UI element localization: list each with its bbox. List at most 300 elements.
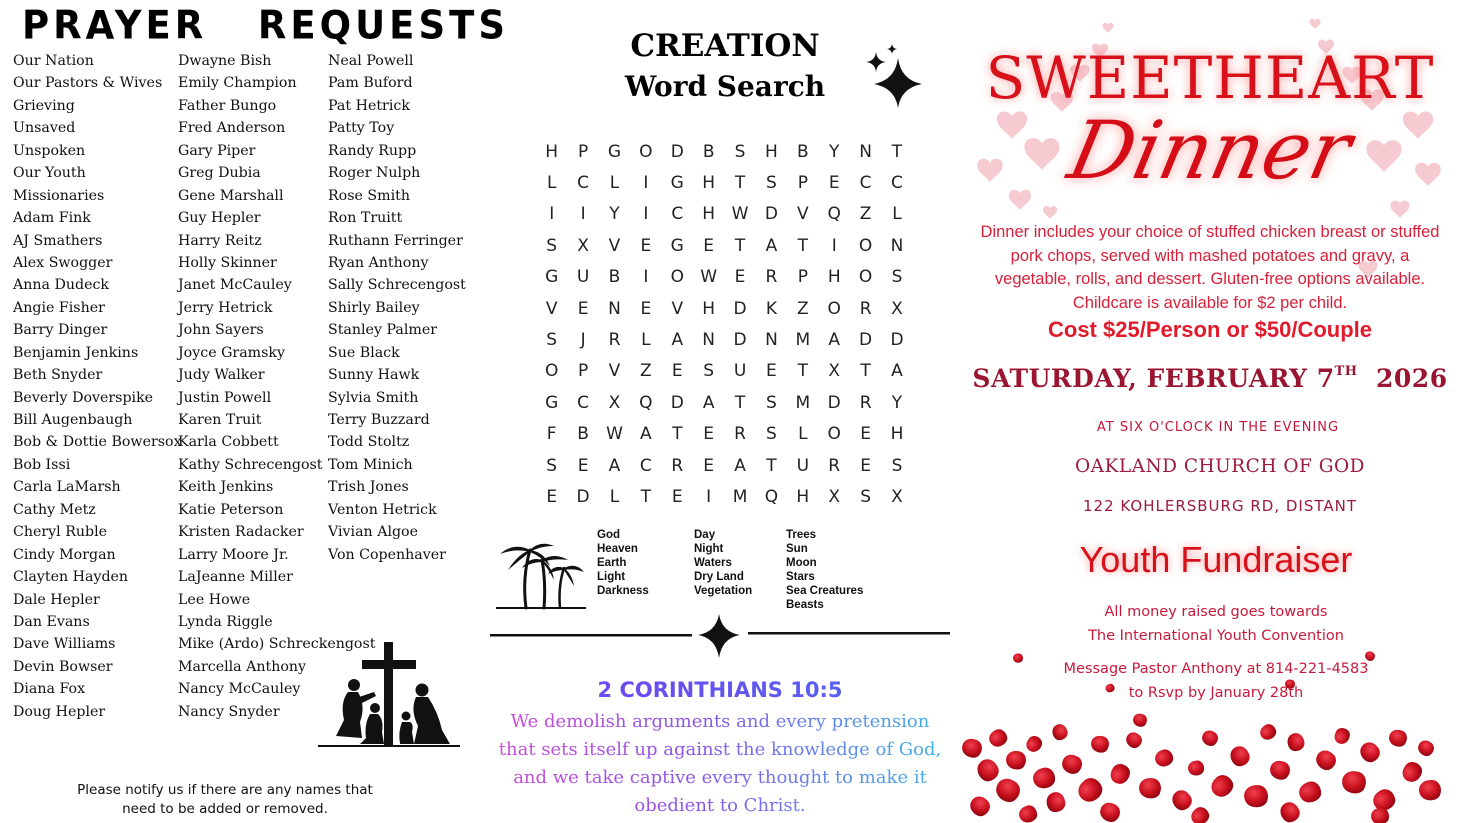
prayer-name: Greg Dubia <box>178 165 261 182</box>
prayer-name: Ryan Anthony <box>328 254 429 271</box>
event-date <box>960 364 1460 393</box>
word-list-item: Darkness <box>597 585 649 597</box>
rose-petal <box>1059 752 1085 777</box>
rose-petal <box>1023 733 1045 755</box>
prayer-name: Gary Piper <box>178 142 256 159</box>
prayer-name: Adam Fink <box>13 210 91 227</box>
grid-row <box>536 167 913 198</box>
grid-letter: H <box>827 267 841 288</box>
grid-letter: J <box>580 330 586 351</box>
word-search-grid <box>536 136 913 513</box>
grid-letter: S <box>891 267 903 288</box>
grid-letter: X <box>891 486 903 507</box>
grid-letter: V <box>608 235 621 256</box>
grid-row <box>536 293 913 324</box>
grid-letter: T <box>734 173 746 194</box>
prayer-name: Neal Powell <box>328 53 414 69</box>
grid-letter: L <box>609 486 620 507</box>
word-list-item: Day <box>694 529 716 541</box>
grid-letter: B <box>796 141 809 162</box>
grid-letter: I <box>643 204 649 225</box>
prayer-name: Our Youth <box>13 165 86 182</box>
prayer-notice <box>40 781 410 819</box>
rsvp-line-1: Message Pastor Anthony at 814-221-4583 <box>1063 661 1369 677</box>
grid-letter: T <box>797 361 809 382</box>
fundraiser-purpose-line-1: All money raised goes towards <box>1104 604 1328 620</box>
grid-letter: V <box>671 298 684 319</box>
grid-letter: G <box>670 235 684 256</box>
grid-row <box>536 136 913 167</box>
grid-letter: C <box>639 455 652 476</box>
dinner-cost: Cost $25/Person or $50/Couple <box>1048 317 1372 342</box>
grid-letter: O <box>639 141 653 162</box>
prayer-name: Joyce Gramsky <box>178 344 286 361</box>
grid-letter: P <box>797 267 808 288</box>
prayer-requests-panel <box>0 0 509 823</box>
prayer-name: Beth Snyder <box>13 367 103 384</box>
rose-petal <box>1152 747 1175 770</box>
prayer-name: Sue Black <box>328 344 400 361</box>
prayer-name: Fred Anderson <box>178 120 286 137</box>
grid-letter: H <box>545 141 559 162</box>
grid-letter: Z <box>640 361 652 382</box>
grid-letter: Q <box>764 486 779 507</box>
grid-letter: W <box>606 424 623 445</box>
event-date-ordinal: TH <box>1334 364 1358 379</box>
grid-letter: L <box>798 424 808 445</box>
word-list-item: Sea Creatures <box>786 585 864 597</box>
word-list-item: Heaven <box>597 543 638 555</box>
prayer-name: Nancy Snyder <box>178 703 280 720</box>
prayer-name: Sunny Hawk <box>328 367 420 384</box>
prayer-name: Barry Dinger <box>13 322 108 339</box>
grid-letter: E <box>671 361 683 382</box>
rose-petal <box>1286 731 1307 753</box>
prayer-name: Devin Bowser <box>13 658 113 675</box>
prayer-name: Janet McCauley <box>178 277 292 294</box>
prayer-name: Father Bungo <box>178 97 277 114</box>
prayer-name: Stanley Palmer <box>328 322 438 339</box>
grid-letter: L <box>609 173 620 194</box>
grid-letter: M <box>795 392 811 413</box>
church-address: 122 KOHLERSBURG RD, DISTANT <box>1082 497 1357 515</box>
grid-letter: N <box>890 235 904 256</box>
grid-letter: R <box>859 298 872 319</box>
grid-letter: D <box>890 330 904 351</box>
rose-petal <box>1332 726 1352 747</box>
prayer-name: Cindy Morgan <box>13 546 116 563</box>
prayer-name: Diana Fox <box>13 681 86 698</box>
prayer-name: Harry Reitz <box>178 232 262 249</box>
prayer-name: Kristen Radacker <box>178 524 304 541</box>
rose-petal <box>959 736 984 760</box>
grid-letter: T <box>891 141 903 162</box>
prayer-name: Justin Powell <box>178 389 272 406</box>
verse-reference: 2 CORINTHIANS 10:5 <box>480 678 960 702</box>
grid-letter: S <box>546 235 558 256</box>
grid-letter: Y <box>891 392 903 413</box>
grid-letter: V <box>608 361 621 382</box>
grid-letter: Z <box>859 204 872 225</box>
grid-letter: E <box>860 424 871 445</box>
prayer-name: Guy Hepler <box>178 210 261 227</box>
prayer-name: Emily Champion <box>178 75 297 92</box>
prayer-name: Nancy McCauley <box>178 681 301 698</box>
prayer-name: Our Nation <box>13 53 94 69</box>
prayer-name: Lee Howe <box>178 591 251 608</box>
rose-petal <box>1356 739 1383 766</box>
sparkle-icon <box>866 44 926 108</box>
grid-letter: S <box>703 361 715 382</box>
grid-letter: S <box>734 141 746 162</box>
grid-letter: E <box>766 361 777 382</box>
prayer-name: LaJeanne Miller <box>178 569 293 586</box>
rose-petal <box>992 774 1024 806</box>
grid-letter: I <box>643 267 649 288</box>
grid-letter: E <box>577 455 589 476</box>
rose-petal <box>974 756 1003 785</box>
grid-letter: Y <box>829 141 840 162</box>
grid-letter: I <box>706 486 712 507</box>
rose-petal <box>1123 729 1145 751</box>
dinner-script-title: Dinner <box>1060 104 1360 197</box>
rose-petal <box>986 726 1010 749</box>
rose-petal <box>1267 758 1292 782</box>
grid-letter: I <box>831 235 837 256</box>
grid-letter: B <box>608 267 621 288</box>
grid-row <box>536 199 913 230</box>
prayer-name: Roger Nulph <box>328 165 421 182</box>
grid-row <box>536 262 913 293</box>
grid-letter: D <box>764 204 778 225</box>
grid-letter: M <box>732 486 748 507</box>
grid-letter: I <box>643 173 649 194</box>
word-list-item: Beasts <box>786 599 824 611</box>
prayer-name: Holly Skinner <box>178 254 277 271</box>
rose-petal <box>1131 712 1149 729</box>
cross-with-kneeling-figures-icon <box>318 640 460 750</box>
grid-letter: C <box>859 173 872 194</box>
grid-letter: R <box>828 455 841 476</box>
rose-petal <box>1138 777 1162 799</box>
rose-petal <box>966 793 993 820</box>
star-divider <box>490 614 950 658</box>
fundraiser-purpose-line-2: The International Youth Convention <box>1088 628 1344 644</box>
prayer-name: Benjamin Jenkins <box>13 344 139 361</box>
rose-petal <box>1199 728 1220 749</box>
word-list-item: Vegetation <box>694 585 753 597</box>
grid-letter: H <box>702 204 716 225</box>
prayer-name: Unspoken <box>13 142 86 159</box>
grid-letter: P <box>577 361 589 382</box>
grid-letter: H <box>765 141 778 162</box>
prayer-name: Terry Buzzard <box>328 412 430 428</box>
grid-letter: E <box>671 486 683 507</box>
grid-letter: E <box>734 267 746 288</box>
prayer-name: Karen Truit <box>178 412 262 428</box>
rose-petal <box>1415 738 1437 759</box>
grid-letter: E <box>703 424 715 445</box>
grid-letter: E <box>577 298 589 319</box>
grid-letter: X <box>828 486 841 507</box>
grid-letter: U <box>796 455 810 476</box>
word-list-item: Earth <box>597 557 627 569</box>
prayer-name: Bob Issi <box>13 456 71 473</box>
rose-petal <box>1296 779 1324 806</box>
prayer-name: Carla LaMarsh <box>13 479 121 496</box>
grid-letter: E <box>546 486 558 507</box>
prayer-name: Trish Jones <box>328 479 409 496</box>
grid-letter: A <box>608 455 621 476</box>
grid-letter: T <box>766 455 777 476</box>
prayer-name: Beverly Doverspike <box>13 389 154 406</box>
prayer-name: Keith Jenkins <box>178 479 274 496</box>
grid-letter: S <box>766 424 777 445</box>
grid-letter: C <box>577 173 590 194</box>
grid-letter: O <box>545 361 559 382</box>
grid-letter: T <box>797 235 809 256</box>
grid-letter: G <box>670 173 684 194</box>
word-list-item: Trees <box>786 529 817 541</box>
prayer-name: Sally Schrecengost <box>328 277 466 294</box>
grid-letter: A <box>828 330 841 351</box>
grid-letter: T <box>672 424 683 445</box>
grid-letter: D <box>576 486 590 507</box>
rsvp-line-2: to Rsvp by January 28th <box>1128 685 1304 701</box>
prayer-name: Dan Evans <box>13 613 90 630</box>
grid-letter: R <box>734 424 746 445</box>
grid-letter: P <box>797 173 808 194</box>
prayer-name: Dale Hepler <box>13 591 100 608</box>
word-list-column-1 <box>597 528 649 598</box>
grid-letter: S <box>891 455 903 476</box>
rose-petal <box>1312 747 1339 774</box>
grid-row <box>536 324 913 355</box>
grid-letter: R <box>765 267 778 288</box>
grid-letter: X <box>608 392 621 413</box>
grid-letter: P <box>577 141 589 162</box>
prayer-name: Von Copenhaver <box>328 546 446 563</box>
grid-letter: W <box>731 204 749 225</box>
grid-letter: N <box>765 330 778 351</box>
grid-letter: F <box>546 424 557 445</box>
grid-letter: O <box>858 235 873 256</box>
prayer-name: Jerry Hetrick <box>178 299 273 316</box>
prayer-name: Patty Toy <box>328 120 395 137</box>
grid-letter: E <box>703 235 715 256</box>
prayer-name: Marcella Anthony <box>178 658 307 675</box>
prayer-name: Larry Moore Jr. <box>178 546 289 563</box>
grid-letter: A <box>702 392 715 413</box>
grid-letter: A <box>734 455 746 476</box>
grid-letter: A <box>891 361 903 382</box>
dinner-description: Dinner includes your choice of stuffed chicken breast or stuffed pork chops, served with mashed potatoes and gravy, a vegetable, rolls, and dessert. Gluten-free options available. Childcare is available for $2 per child. <box>980 223 1440 312</box>
grid-letter: B <box>702 141 715 162</box>
word-search-title: CREATION <box>630 28 820 64</box>
word-list-item: Stars <box>786 571 815 583</box>
grid-letter: H <box>796 486 810 507</box>
grid-letter: D <box>733 330 747 351</box>
rose-petal <box>1017 803 1040 823</box>
church-name: OAKLAND CHURCH OF GOD <box>1074 456 1366 477</box>
grid-letter: Q <box>827 204 841 225</box>
grid-letter: D <box>859 330 873 351</box>
event-date-day: SATURDAY, FEBRUARY 7 <box>972 364 1335 393</box>
rose-petal <box>1207 771 1237 801</box>
prayer-name: Alex Swogger <box>13 254 113 271</box>
word-list-column-3 <box>786 528 863 612</box>
word-list-item: God <box>597 529 620 541</box>
word-list-item: Dry Land <box>694 571 744 583</box>
rose-petal <box>1045 791 1067 814</box>
prayer-name: Doug Hepler <box>13 703 106 720</box>
prayer-list-column-1 <box>13 50 182 723</box>
prayer-name: John Sayers <box>178 322 264 339</box>
grid-letter: E <box>828 173 840 194</box>
grid-letter: O <box>827 298 841 319</box>
rose-petal <box>1107 761 1133 787</box>
grid-letter: O <box>858 267 873 288</box>
prayer-name: Ruthann Ferringer <box>328 232 463 249</box>
grid-letter: S <box>766 392 777 413</box>
rose-petal <box>1340 769 1367 795</box>
prayer-name: Vivian Algoe <box>328 524 418 541</box>
grid-letter: A <box>765 235 778 256</box>
rose-petal <box>1187 759 1205 776</box>
grid-letter: S <box>546 455 558 476</box>
grid-letter: B <box>577 424 589 445</box>
rose-petal <box>1257 721 1279 742</box>
prayer-name: Gene Marshall <box>178 187 284 204</box>
prayer-name: Cathy Metz <box>13 501 96 518</box>
grid-letter: O <box>827 424 841 445</box>
word-list-item: Waters <box>694 557 732 569</box>
rose-petal <box>1074 774 1107 806</box>
grid-letter: R <box>671 455 684 476</box>
grid-letter: N <box>702 330 715 351</box>
grid-letter: O <box>670 267 684 288</box>
grid-letter: A <box>640 424 652 445</box>
prayer-requests-title: PRAYER REQUESTS <box>22 2 509 49</box>
grid-letter: L <box>641 330 651 351</box>
grid-letter: L <box>546 173 557 194</box>
grid-letter: R <box>859 392 872 413</box>
grid-letter: E <box>640 298 652 319</box>
prayer-name: Clayten Hayden <box>13 569 129 586</box>
word-list-column-2 <box>694 528 752 598</box>
prayer-name: Bill Augenbaugh <box>13 412 133 428</box>
prayer-name: Rose Smith <box>328 187 410 204</box>
rose-petal <box>1188 804 1212 823</box>
prayer-name: Sylvia Smith <box>328 389 419 406</box>
rose-petal <box>1277 799 1303 823</box>
prayer-name: Kathy Schrecengost <box>178 456 323 473</box>
prayer-name: Bob & Dottie Bowersox <box>13 434 182 451</box>
sweetheart-dinner-panel <box>960 0 1448 823</box>
prayer-name: Anna Dudeck <box>13 277 110 294</box>
rose-petal <box>1089 734 1111 755</box>
rose-petal <box>1097 799 1123 823</box>
word-list-item: Moon <box>786 557 817 569</box>
prayer-name: Cheryl Ruble <box>13 524 108 541</box>
prayer-name: Mike (Ardo) Schreckengost <box>178 636 376 653</box>
word-list-item: Night <box>694 543 724 555</box>
rose-petal <box>1399 759 1426 786</box>
grid-letter: S <box>766 173 777 194</box>
grid-letter: V <box>797 204 809 225</box>
rose-petal <box>1244 785 1268 807</box>
prayer-name: Karla Cobbett <box>178 434 279 451</box>
rose-petal <box>1031 766 1057 791</box>
grid-letter: T <box>734 392 746 413</box>
rose-petal <box>1227 743 1252 769</box>
rose-petal <box>1387 728 1409 749</box>
grid-letter: S <box>860 486 871 507</box>
grid-letter: E <box>640 235 652 256</box>
prayer-name: Dwayne Bish <box>178 53 272 69</box>
grid-letter: A <box>671 330 684 351</box>
grid-letter: X <box>891 298 903 319</box>
grid-letter: I <box>580 204 586 225</box>
grid-letter: X <box>577 235 589 256</box>
prayer-name: Our Pastors & Wives <box>13 75 163 92</box>
grid-row <box>536 230 913 261</box>
grid-letter: R <box>608 330 621 351</box>
grid-letter: T <box>734 235 746 256</box>
prayer-name: Randy Rupp <box>328 142 417 159</box>
youth-fundraiser-heading: Youth Fundraiser <box>1079 539 1353 580</box>
prayer-notice-line-2: need to be added or removed. <box>122 801 328 817</box>
grid-letter: T <box>860 361 871 382</box>
prayer-name: Judy Walker <box>178 367 265 384</box>
rose-petal <box>1419 780 1441 800</box>
grid-letter: G <box>545 267 559 288</box>
rsvp-info <box>960 657 1472 705</box>
grid-letter: E <box>860 455 871 476</box>
prayer-name: Pat Hetrick <box>328 97 410 114</box>
word-search-panel <box>480 0 960 823</box>
grid-letter: N <box>608 298 621 319</box>
grid-letter: L <box>892 204 902 225</box>
grid-letter: V <box>545 298 558 319</box>
grid-letter: G <box>545 392 559 413</box>
prayer-name: Katie Peterson <box>178 501 284 518</box>
palm-trees-icon <box>496 538 586 610</box>
event-time: AT SIX O'CLOCK IN THE EVENING <box>1096 420 1340 435</box>
sweetheart-title: SWEETHEART <box>985 44 1435 112</box>
grid-letter: I <box>549 204 555 225</box>
grid-letter: Y <box>609 204 620 225</box>
verse-text: We demolish arguments and every pretension that sets itself up against the knowledge of God, and we take captive every thought to make it obedient to Christ. <box>494 708 946 820</box>
grid-letter: Q <box>639 392 653 413</box>
grid-row <box>536 481 913 512</box>
rose-petal <box>1050 722 1069 742</box>
prayer-notice-line-1: Please notify us if there are any names that <box>77 782 373 798</box>
grid-letter: U <box>733 361 747 382</box>
prayer-name: Dave Williams <box>13 636 116 653</box>
grid-letter: N <box>859 141 872 162</box>
word-search-subtitle: Word Search <box>624 70 826 103</box>
word-list-item: Light <box>597 571 626 583</box>
prayer-name: Ron Truitt <box>328 210 403 227</box>
rose-petal <box>1169 787 1196 814</box>
prayer-name: Unsaved <box>13 120 76 137</box>
grid-letter: H <box>702 298 716 319</box>
prayer-name: Todd Stoltz <box>328 434 410 451</box>
grid-letter: K <box>765 298 777 319</box>
grid-letter: X <box>828 361 841 382</box>
prayer-name: Venton Hetrick <box>328 501 437 518</box>
